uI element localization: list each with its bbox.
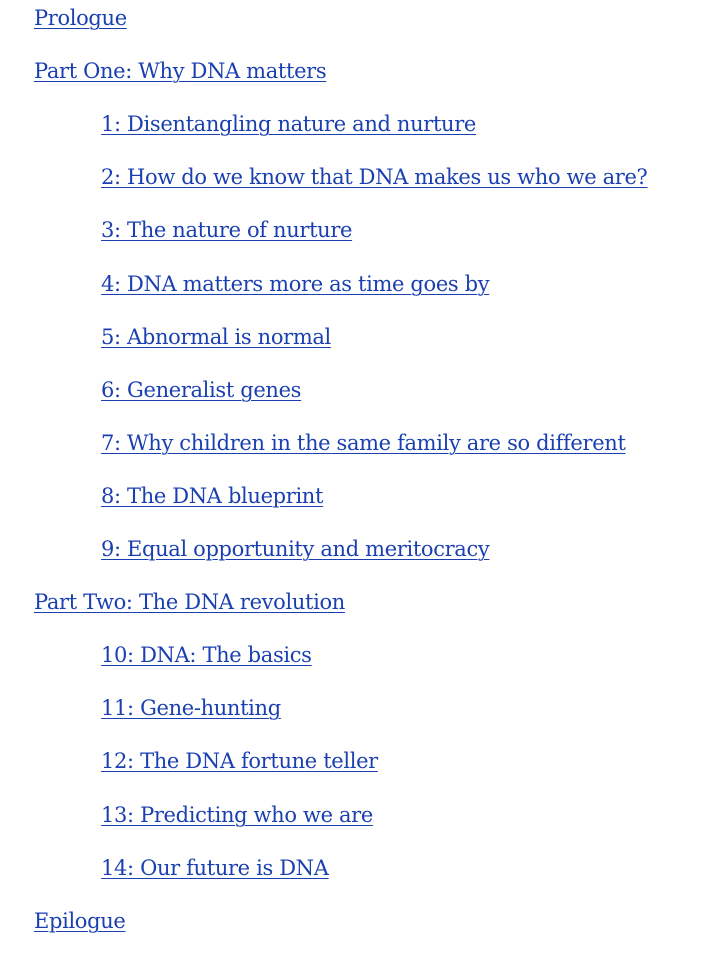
toc-chapter-link[interactable]: 9: Equal opportunity and meritocracy [101,537,490,561]
toc-section-item [34,4,127,32]
toc-chapter-item [101,163,647,191]
toc-chapter-item [101,801,373,829]
toc-section-item [34,907,125,935]
toc-section-link[interactable]: Epilogue [34,909,126,933]
toc-chapter-item [101,429,626,457]
toc-chapter-item [101,323,331,351]
toc-chapter-item [101,747,378,775]
toc-chapter-link[interactable]: 2: How do we know that DNA makes us who we are? [101,165,648,189]
toc-section-link[interactable]: Part One: Why DNA matters [34,59,327,83]
toc-chapter-item [101,110,476,138]
toc-chapter-item [101,694,281,722]
toc-chapter-item [101,270,489,298]
toc-chapter-link[interactable]: 10: DNA: The basics [101,643,312,667]
toc-chapter-link[interactable]: 8: The DNA blueprint [101,484,324,508]
toc-chapter-link[interactable]: 5: Abnormal is normal [101,325,331,349]
toc-chapter-link[interactable]: 12: The DNA fortune teller [101,749,378,773]
toc-section-item [34,588,345,616]
toc-chapter-link[interactable]: 7: Why children in the same family are so different [101,431,626,455]
toc-chapter-item [101,854,329,882]
toc-section-item [34,57,326,85]
toc-chapter-item [101,482,323,510]
toc-chapter-link[interactable]: 11: Gene-hunting [101,696,281,720]
toc-chapter-link[interactable]: 6: Generalist genes [101,378,302,402]
toc-chapter-link[interactable]: 13: Predicting who we are [101,803,373,827]
toc-chapter-link[interactable]: 1: Disentangling nature and nurture [101,112,476,136]
toc-section-link[interactable]: Part Two: The DNA revolution [34,590,345,614]
toc-chapter-link[interactable]: 4: DNA matters more as time goes by [101,272,490,296]
toc-chapter-link[interactable]: 14: Our future is DNA [101,856,329,880]
toc-chapter-item [101,216,352,244]
toc-section-link[interactable]: Prologue [34,6,127,30]
toc-chapter-item [101,535,489,563]
toc-chapter-item [101,641,312,669]
toc-chapter-item [101,376,301,404]
toc-chapter-link[interactable]: 3: The nature of nurture [101,218,353,242]
